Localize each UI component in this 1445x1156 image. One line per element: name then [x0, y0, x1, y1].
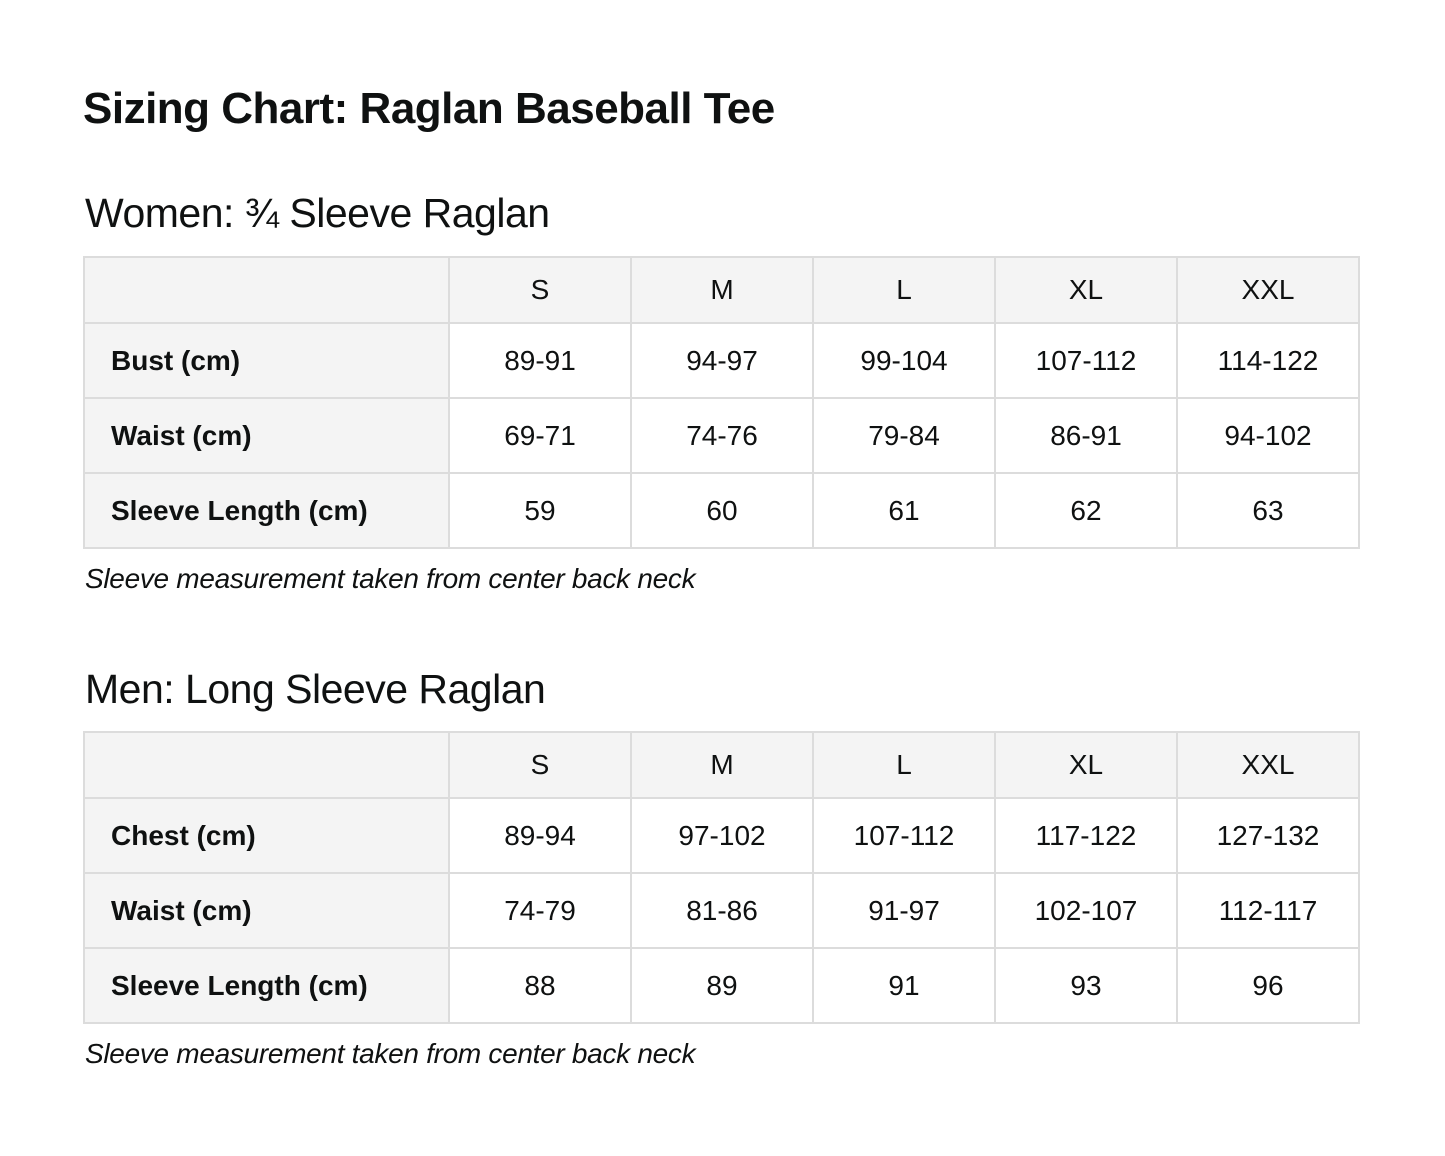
men-header-row [84, 732, 1359, 798]
women-sleeve-s: 59 [449, 473, 631, 548]
women-waist-l: 79-84 [813, 398, 995, 473]
women-bust-m: 94-97 [631, 323, 813, 398]
women-waist-m: 74-76 [631, 398, 813, 473]
section-heading-women: Women: ¾ Sleeve Raglan [85, 190, 550, 236]
men-sleeve-m: 89 [631, 948, 813, 1023]
women-sleeve-xl: 62 [995, 473, 1177, 548]
table-row [84, 473, 1359, 548]
section-heading-men: Men: Long Sleeve Raglan [85, 666, 546, 712]
men-col-header-m: M [631, 732, 813, 798]
women-corner-cell [84, 257, 449, 323]
women-size-table [83, 256, 1360, 549]
women-bust-s: 89-91 [449, 323, 631, 398]
men-col-header-xxl: XXL [1177, 732, 1359, 798]
women-col-header-l: L [813, 257, 995, 323]
men-waist-label: Waist (cm) [84, 873, 449, 948]
women-col-header-xl: XL [995, 257, 1177, 323]
men-waist-l: 91-97 [813, 873, 995, 948]
men-waist-xxl: 112-117 [1177, 873, 1359, 948]
men-col-header-xl: XL [995, 732, 1177, 798]
men-chest-s: 89-94 [449, 798, 631, 873]
men-waist-xl: 102-107 [995, 873, 1177, 948]
women-waist-xxl: 94-102 [1177, 398, 1359, 473]
men-size-table [83, 731, 1360, 1024]
men-chest-xl: 117-122 [995, 798, 1177, 873]
men-chest-xxl: 127-132 [1177, 798, 1359, 873]
women-sleeve-m: 60 [631, 473, 813, 548]
table-row [84, 398, 1359, 473]
men-col-header-s: S [449, 732, 631, 798]
women-col-header-s: S [449, 257, 631, 323]
women-sleeve-note: Sleeve measurement taken from center back neck [85, 563, 696, 594]
men-waist-s: 74-79 [449, 873, 631, 948]
table-row [84, 873, 1359, 948]
table-row [84, 323, 1359, 398]
women-sleeve-l: 61 [813, 473, 995, 548]
page-title: Sizing Chart: Raglan Baseball Tee [83, 84, 775, 133]
men-chest-l: 107-112 [813, 798, 995, 873]
women-sleeve-label: Sleeve Length (cm) [84, 473, 449, 548]
men-chest-m: 97-102 [631, 798, 813, 873]
women-col-header-m: M [631, 257, 813, 323]
men-corner-cell [84, 732, 449, 798]
men-sleeve-l: 91 [813, 948, 995, 1023]
women-header-row [84, 257, 1359, 323]
men-chest-label: Chest (cm) [84, 798, 449, 873]
men-sleeve-s: 88 [449, 948, 631, 1023]
women-bust-label: Bust (cm) [84, 323, 449, 398]
men-sleeve-xl: 93 [995, 948, 1177, 1023]
women-col-header-xxl: XXL [1177, 257, 1359, 323]
men-waist-m: 81-86 [631, 873, 813, 948]
men-sleeve-note: Sleeve measurement taken from center back neck [85, 1038, 696, 1069]
women-bust-xl: 107-112 [995, 323, 1177, 398]
women-waist-s: 69-71 [449, 398, 631, 473]
men-col-header-l: L [813, 732, 995, 798]
women-bust-xxl: 114-122 [1177, 323, 1359, 398]
table-row [84, 798, 1359, 873]
women-waist-xl: 86-91 [995, 398, 1177, 473]
men-sleeve-xxl: 96 [1177, 948, 1359, 1023]
women-sleeve-xxl: 63 [1177, 473, 1359, 548]
women-waist-label: Waist (cm) [84, 398, 449, 473]
women-bust-l: 99-104 [813, 323, 995, 398]
men-sleeve-label: Sleeve Length (cm) [84, 948, 449, 1023]
table-row [84, 948, 1359, 1023]
